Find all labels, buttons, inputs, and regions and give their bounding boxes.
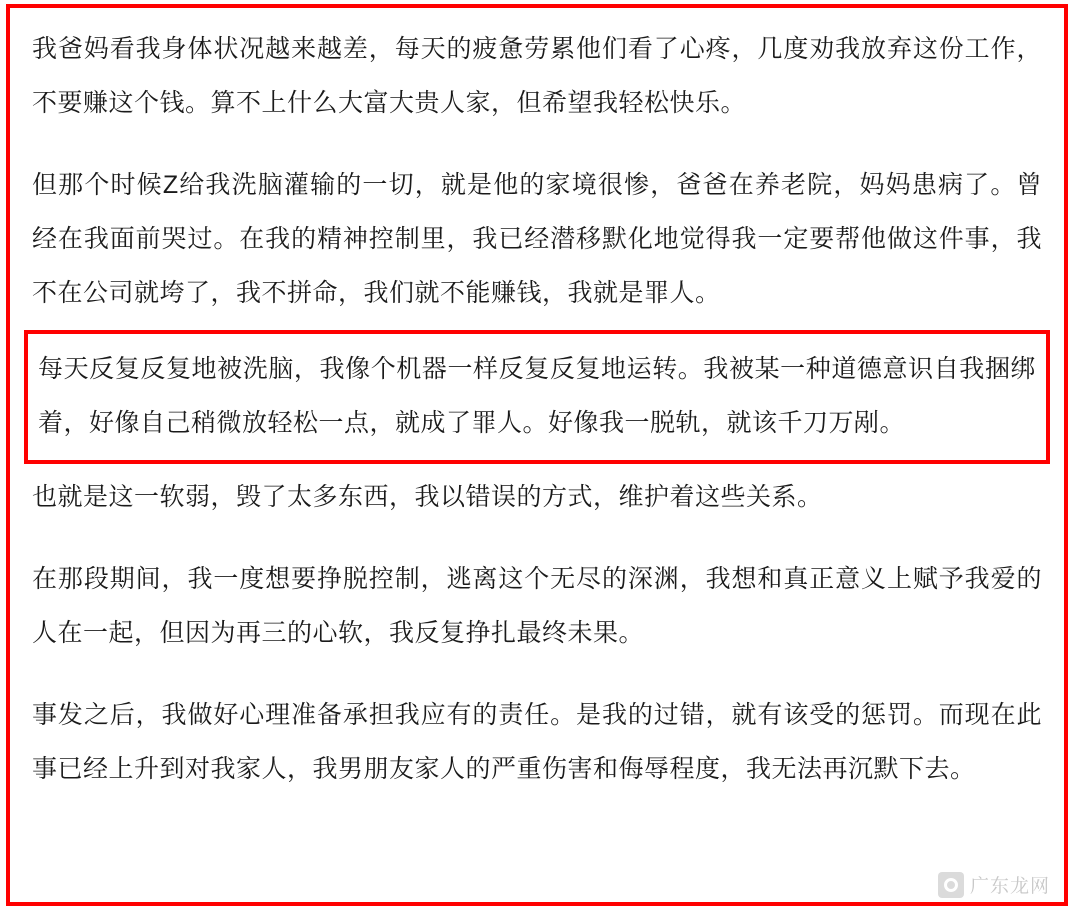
paragraph-spacer [32,660,1042,688]
highlight-frame-top [6,4,1068,906]
paragraph-spacer [32,130,1042,158]
paragraph-2: 但那个时候Z给我洗脑灌输的一切，就是他的家境很惨，爸爸在养老院，妈妈患病了。曾经在我面前哭过。在我的精神控制里，我已经潜移默化地觉得我一定要帮他做这件事，我不在公司就垮了，我不拼命，我们就不能赚钱，我就是罪人。 [32,171,1042,307]
document-body [10,8,1064,902]
paragraph-3: 每天反复反复地被洗脑，我像个机器一样反复反复地运转。我被某一种道德意识自我捆绑着，好像自己稍微放轻松一点，就成了罪人。好像我一脱轨，就该千刀万剐。 [38,355,1036,437]
highlight-frame-middle [24,330,1050,464]
watermark [938,871,1050,898]
paragraph-6: 事发之后，我做好心理准备承担我应有的责任。是我的过错，就有该受的惩罚。而现在此事已经上升到对我家人，我男朋友家人的严重伤害和侮辱程度，我无法再沉默下去。 [32,701,1042,783]
paragraph-1: 我爸妈看我身体状况越来越差，每天的疲惫劳累他们看了心疼，几度劝我放弃这份工作，不要赚这个钱。算不上什么大富大贵人家，但希望我轻松快乐。 [32,35,1042,117]
logo-icon [938,872,964,898]
paragraph-4: 也就是这一软弱，毁了太多东西，我以错误的方式，维护着这些关系。 [32,483,823,511]
paragraph-5: 在那段期间，我一度想要挣脱控制，逃离这个无尽的深渊，我想和真正意义上赋予我爱的人在一起，但因为再三的心软，我反复挣扎最终未果。 [32,565,1042,647]
watermark-label: 广东龙网 [969,876,1050,897]
paragraph-spacer [32,524,1042,552]
